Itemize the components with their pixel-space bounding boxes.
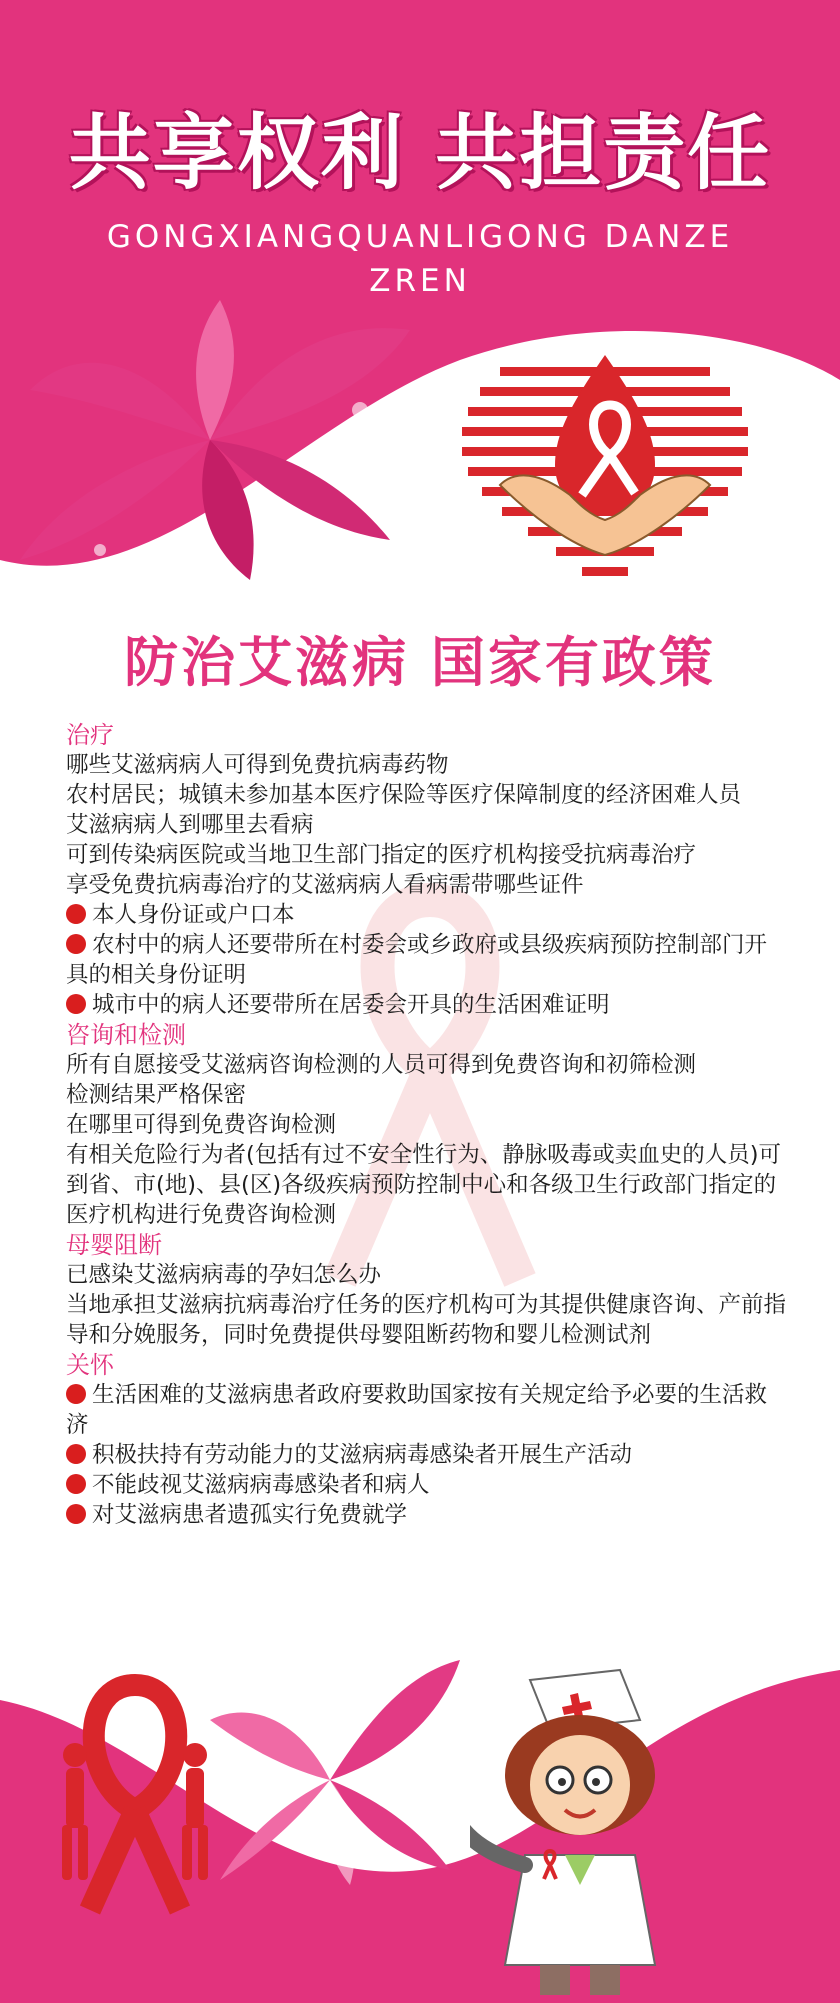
text-line [66, 1290, 786, 1350]
line-text: 检测结果严格保密 [66, 1082, 247, 1108]
line-text: 积极扶持有劳动能力的艾滋病病毒感染者开展生产活动 [92, 1442, 633, 1468]
line-text: 对艾滋病患者遗孤实行免费就学 [92, 1502, 408, 1528]
bullet-item [66, 1440, 786, 1470]
bullet-dot-icon [66, 1474, 86, 1494]
section-title: 关怀 [66, 1351, 114, 1379]
ribbon-figures-icon [50, 1670, 220, 1920]
text-line [66, 1260, 786, 1290]
bullet-item [66, 900, 786, 930]
text-line [66, 750, 786, 780]
line-text: 艾滋病病人到哪里去看病 [66, 812, 314, 838]
line-text: 本人身份证或户口本 [92, 902, 295, 928]
section-title: 母婴阻断 [66, 1231, 162, 1259]
doctor-cartoon-icon [470, 1665, 720, 2000]
text-line [66, 840, 786, 870]
line-text: 不能歧视艾滋病病毒感染者和病人 [92, 1472, 430, 1498]
line-text: 在哪里可得到免费咨询检测 [66, 1112, 337, 1138]
text-line [66, 870, 786, 900]
poster-title: 共享权利 共担责任 [68, 106, 772, 201]
bullet-dot-icon [66, 1384, 86, 1404]
policy-content [66, 720, 786, 1530]
line-text: 农村居民；城镇未参加基本医疗保险等医疗保障制度的经济困难人员 [66, 782, 742, 808]
line-text: 城市中的病人还要带所在居委会开具的生活困难证明 [92, 992, 610, 1018]
line-text: 可到传染病医院或当地卫生部门指定的医疗机构接受抗病毒治疗 [66, 842, 697, 868]
line-text: 有相关危险行为者(包括有过不安全性行为、静脉吸毒或卖血史的人员)可到省、市(地)、县(区)各级疾病预防控制中心和各级卫生行政部门指定的医疗机构进行免费咨询检测 [66, 1142, 782, 1228]
hands-holding-drop-icon [460, 355, 750, 605]
bullet-item [66, 1380, 786, 1440]
line-text: 当地承担艾滋病抗病毒治疗任务的医疗机构可为其提供健康咨询、产前指导和分娩服务，同时免费提供母婴阻断药物和婴儿检测试剂 [66, 1292, 787, 1348]
bullet-dot-icon [66, 1444, 86, 1464]
bullet-dot-icon [66, 934, 86, 954]
bullet-item [66, 1470, 786, 1500]
line-text: 享受免费抗病毒治疗的艾滋病病人看病需带哪些证件 [66, 872, 584, 898]
text-line [66, 1140, 786, 1230]
line-text: 已感染艾滋病病毒的孕妇怎么办 [66, 1262, 382, 1288]
text-line [66, 1080, 786, 1110]
bullet-dot-icon [66, 994, 86, 1014]
main-heading: 防治艾滋病 国家有政策 [124, 631, 716, 694]
bullet-dot-icon [66, 904, 86, 924]
line-text: 所有自愿接受艾滋病咨询检测的人员可得到免费咨询和初筛检测 [66, 1052, 697, 1078]
section-title: 治疗 [66, 721, 114, 749]
pink-flower-icon [210, 1660, 460, 1890]
pink-flower-icon [10, 300, 430, 590]
bullet-item [66, 930, 786, 990]
line-text: 农村中的病人还要带所在村委会或乡政府或县级疾病预防控制部门开具的相关身份证明 [66, 932, 768, 988]
text-line [66, 1050, 786, 1080]
text-line [66, 810, 786, 840]
text-line [66, 780, 786, 810]
line-text: 哪些艾滋病病人可得到免费抗病毒药物 [66, 752, 449, 778]
section-title: 咨询和检测 [66, 1021, 186, 1049]
line-text: 生活困难的艾滋病患者政府要救助国家按有关规定给予必要的生活救济 [66, 1382, 768, 1438]
text-line [66, 1110, 786, 1140]
bullet-item [66, 990, 786, 1020]
bullet-item [66, 1500, 786, 1530]
poster-subtitle: GONGXIANGQUANLIGONG DANZEZREN [106, 219, 734, 299]
bullet-dot-icon [66, 1504, 86, 1524]
